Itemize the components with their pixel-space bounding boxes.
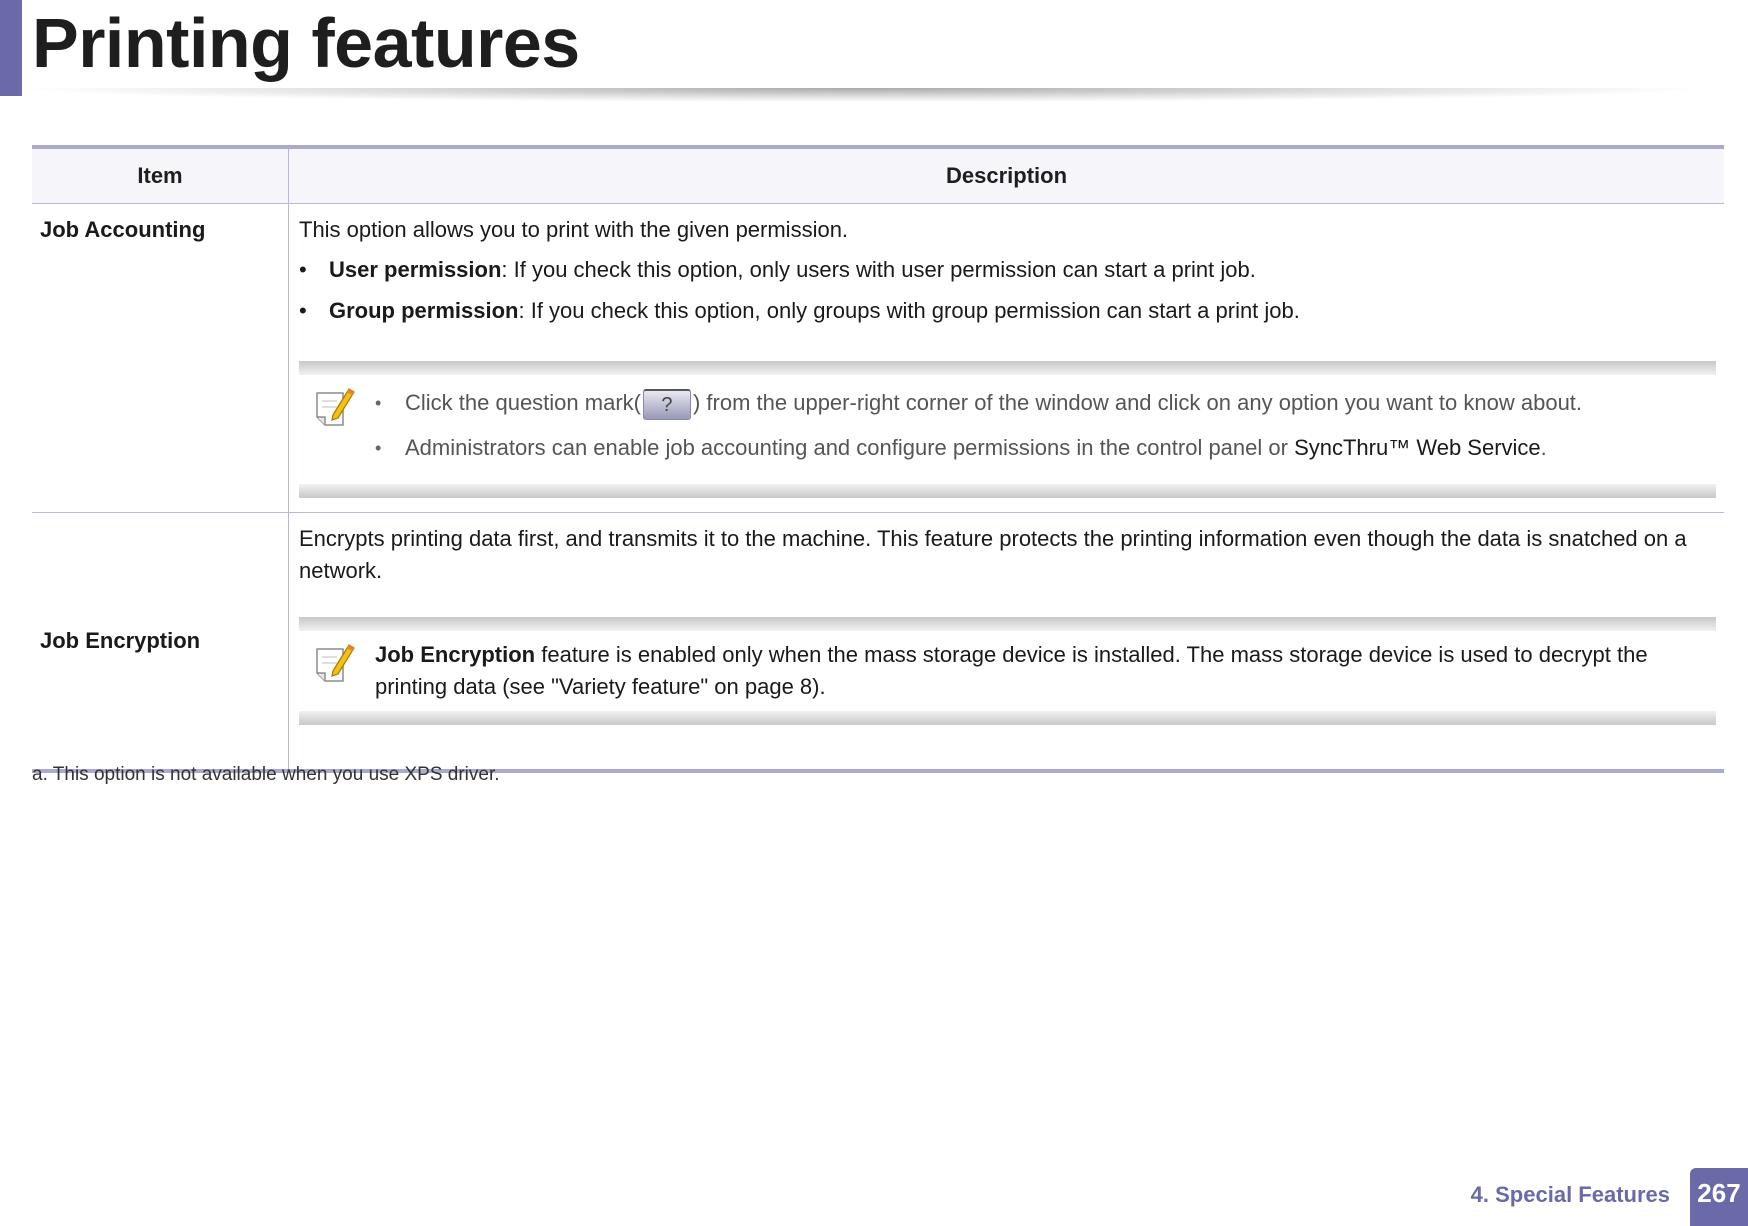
text-user-permission: : If you check this option, only users with user permission can start a print job.	[501, 257, 1256, 282]
page-number: 267	[1690, 1168, 1748, 1226]
list-item-group-permission	[299, 295, 1716, 327]
description-intro: This option allows you to print with the given permission.	[299, 217, 849, 242]
note-list	[375, 387, 1706, 464]
footer-section-title: 4. Special Features	[1470, 1182, 1670, 1207]
description-job-encryption	[289, 513, 1725, 772]
term-job-encryption: Job Encryption	[375, 642, 536, 667]
table-row-job-encryption	[32, 513, 1724, 772]
term-group-permission: Group permission	[329, 298, 519, 323]
syncthru-web-service-link[interactable]: SyncThru™ Web Service	[1294, 434, 1541, 460]
list-item-user-permission	[299, 254, 1716, 286]
item-job-encryption: Job Encryption	[32, 513, 289, 772]
feature-table	[32, 145, 1724, 773]
page-title: Printing features	[32, 4, 580, 82]
description-job-accounting	[289, 204, 1725, 513]
note-box-job-encryption	[299, 617, 1716, 725]
note-item-admin: • Administrators can enable job accounting and configure permissions in the control panel or SyncThru™ Web Service.	[375, 432, 1706, 464]
item-job-accounting: Job Accounting	[32, 204, 289, 513]
table-row-job-accounting	[32, 204, 1724, 513]
text-group-permission: : If you check this option, only groups with group permission can start a print job.	[518, 298, 1300, 323]
header-accent-bar	[0, 0, 22, 96]
description-intro: Encrypts printing data first, and transmits it to the machine. This feature protects the printing information even though the data is snatched on a network.	[299, 526, 1687, 583]
note-box-job-accounting	[299, 361, 1716, 498]
column-header-item: Item	[32, 147, 289, 204]
title-divider	[32, 88, 1692, 102]
question-mark-button-icon: ?	[643, 389, 691, 420]
permission-list	[299, 254, 1716, 327]
note-pencil-icon	[313, 641, 357, 687]
term-user-permission: User permission	[329, 257, 502, 282]
footnote: a. This option is not available when you use XPS driver.	[32, 764, 500, 785]
column-header-description: Description	[289, 147, 1725, 204]
note-pencil-icon	[313, 385, 357, 431]
table-header-row	[32, 147, 1724, 204]
note-text-encryption: Job Encryption feature is enabled only when the mass storage device is installed. The mass storage device is used to decrypt the printing data (see "Variety feature" on page 8).	[375, 642, 1648, 699]
note-item-help: • Click the question mark( ? ) from the upper-right corner of the window and click on any option you want to know about.	[375, 387, 1706, 420]
